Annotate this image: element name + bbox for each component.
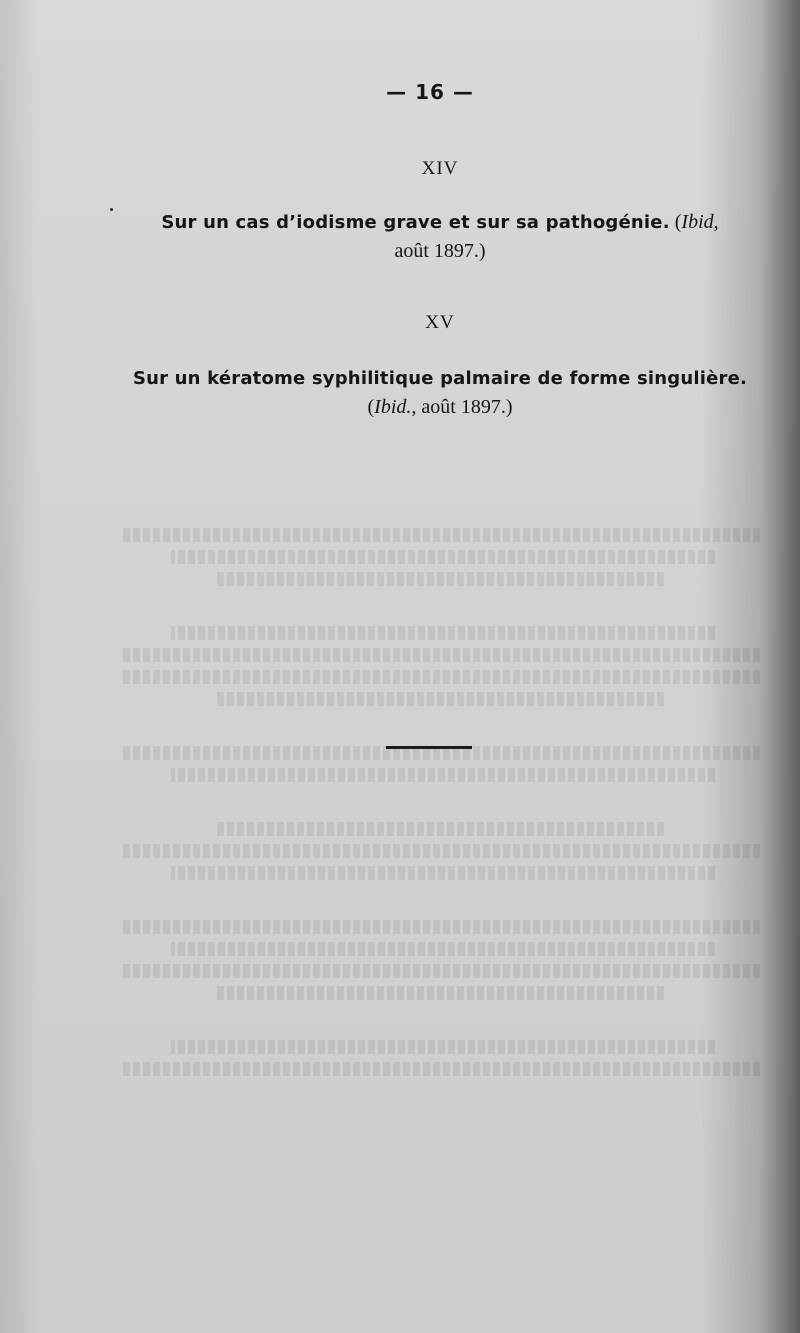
entry-ref-open: ( [674, 211, 682, 233]
section-divider-rule [386, 746, 472, 749]
bleed-through-texture [120, 520, 760, 1240]
entry-xv [0, 364, 800, 421]
entry-title: Sur un kératome syphilitique palmaire de forme singulière. [132, 368, 748, 389]
entry-ref-open: ( [367, 396, 375, 418]
entry-ref-date: , août 1897.) [411, 396, 513, 418]
page-number: — 16 — [386, 80, 474, 104]
entry-ref-date: août 1897.) [394, 240, 486, 262]
entry-xiv [0, 208, 800, 265]
entry-ref-source: Ibid. [374, 396, 412, 418]
entry-title: Sur un cas d’iodisme grave et sur sa pathogénie. [161, 212, 670, 233]
section-numeral-xv: XV [425, 312, 455, 333]
entry-ref-source: Ibid, [681, 211, 719, 233]
section-numeral-xiv: XIV [421, 158, 459, 179]
